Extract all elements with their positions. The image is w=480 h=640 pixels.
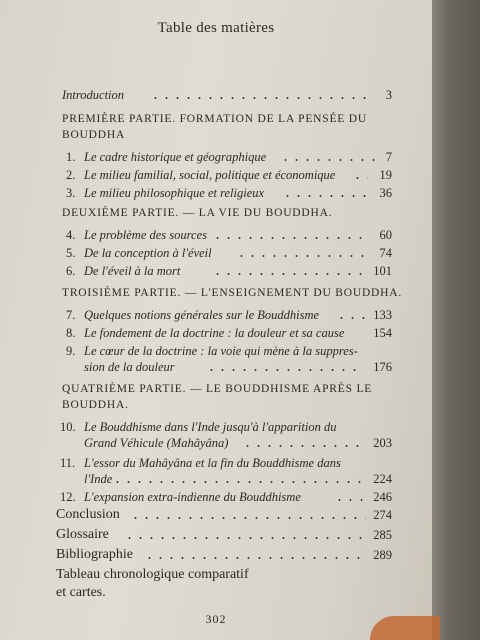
chapter-number: 4. (66, 228, 76, 242)
dot-leader (352, 177, 368, 179)
toc-label: Glossaire (56, 527, 109, 542)
dot-leader (150, 97, 370, 99)
toc-label: et cartes. (56, 585, 106, 600)
toc-label: Bibliographie (56, 547, 133, 562)
toc-label: Le milieu familial, social, politique et économique (84, 168, 336, 182)
dot-leader (336, 317, 366, 319)
finger-shadow (370, 616, 440, 640)
dot-leader (112, 481, 362, 483)
dot-leader (282, 195, 368, 197)
toc-page: 203 (373, 436, 392, 450)
toc-label: De l'éveil à la mort (84, 264, 181, 278)
dot-leader (212, 237, 368, 239)
toc-page: 289 (373, 548, 392, 562)
dot-leader (130, 517, 366, 519)
toc-page: 36 (379, 186, 392, 200)
chapter-number: 11. (60, 456, 76, 470)
toc-label: Introduction (62, 88, 125, 102)
part-heading-line: BOUDDHA (62, 129, 126, 141)
part-heading-line: QUATRIÈME PARTIE. — LE BOUDDHISME APRÈS LE (62, 383, 373, 395)
toc-label: Le problème des sources (84, 228, 208, 242)
chapter-number: 10. (60, 420, 76, 434)
chapter-number: 3. (66, 186, 76, 200)
book-edge (432, 0, 480, 640)
toc-label: Grand Véhicule (Mahâyâna) (84, 436, 229, 450)
chapter-number: 1. (66, 150, 76, 164)
dot-leader (280, 159, 376, 161)
page-title: Table des matières (157, 20, 275, 36)
toc-page: 7 (385, 150, 392, 164)
toc-label: De la conception à l'éveil (84, 246, 212, 260)
toc-page: 224 (373, 472, 392, 486)
part-heading-line: DEUXIÈME PARTIE. — LA VIE DU BOUDDHA. (62, 207, 333, 219)
part-heading-line: PREMIÈRE PARTIE. FORMATION DE LA PENSÉE DU (62, 113, 367, 125)
dot-leader (206, 369, 364, 371)
toc-page: 246 (373, 490, 392, 504)
toc-page: 19 (379, 168, 392, 182)
toc-label: Tableau chronologique comparatif (56, 567, 249, 582)
toc-page: 3 (385, 88, 392, 102)
toc-label: L'expansion extra-indienne du Bouddhisme (84, 490, 301, 504)
dot-leader (144, 557, 364, 559)
chapter-number: 12. (60, 490, 76, 504)
toc-page: 176 (373, 360, 392, 374)
chapter-number: 8. (66, 326, 76, 340)
toc-page: 60 (379, 228, 392, 242)
dot-leader (124, 537, 364, 539)
toc-page: 154 (373, 326, 392, 340)
toc-page: 285 (373, 528, 392, 542)
chapter-number: 6. (66, 264, 76, 278)
toc-label: Le milieu philosophique et religieux (84, 186, 265, 200)
toc-label: Quelques notions générales sur le Bouddhisme (84, 308, 320, 322)
chapter-number: 5. (66, 246, 76, 260)
toc-label: Le Bouddhisme dans l'Inde jusqu'à l'apparition du (84, 420, 337, 434)
toc-label: Le fondement de la doctrine : la douleur et sa cause (84, 326, 345, 340)
toc-label: Le cœur de la doctrine : la voie qui mène à la suppres- (84, 344, 358, 358)
chapter-number: 2. (66, 168, 76, 182)
toc-label: Conclusion (56, 507, 120, 522)
toc-label: l'Inde (84, 472, 113, 486)
toc-label: L'essor du Mahâyâna et la fin du Bouddhisme dans (84, 456, 341, 470)
toc-page: 274 (373, 508, 392, 522)
toc-label: Le cadre historique et géographique (84, 150, 267, 164)
part-heading-line: BOUDDHA. (62, 399, 129, 411)
toc-label: sion de la douleur (84, 360, 175, 374)
part-heading-line: TROISIÈME PARTIE. — L'ENSEIGNEMENT DU BOUDDHA. (62, 287, 403, 299)
chapter-number: 7. (66, 308, 76, 322)
toc-page: 101 (373, 264, 392, 278)
dot-leader (242, 445, 362, 447)
toc-page: 74 (379, 246, 392, 260)
page-number: 302 (205, 612, 227, 626)
dot-leader (236, 255, 368, 257)
dot-leader (212, 273, 362, 275)
toc-page: 133 (373, 308, 392, 322)
chapter-number: 9. (66, 344, 76, 358)
dot-leader (334, 499, 364, 501)
